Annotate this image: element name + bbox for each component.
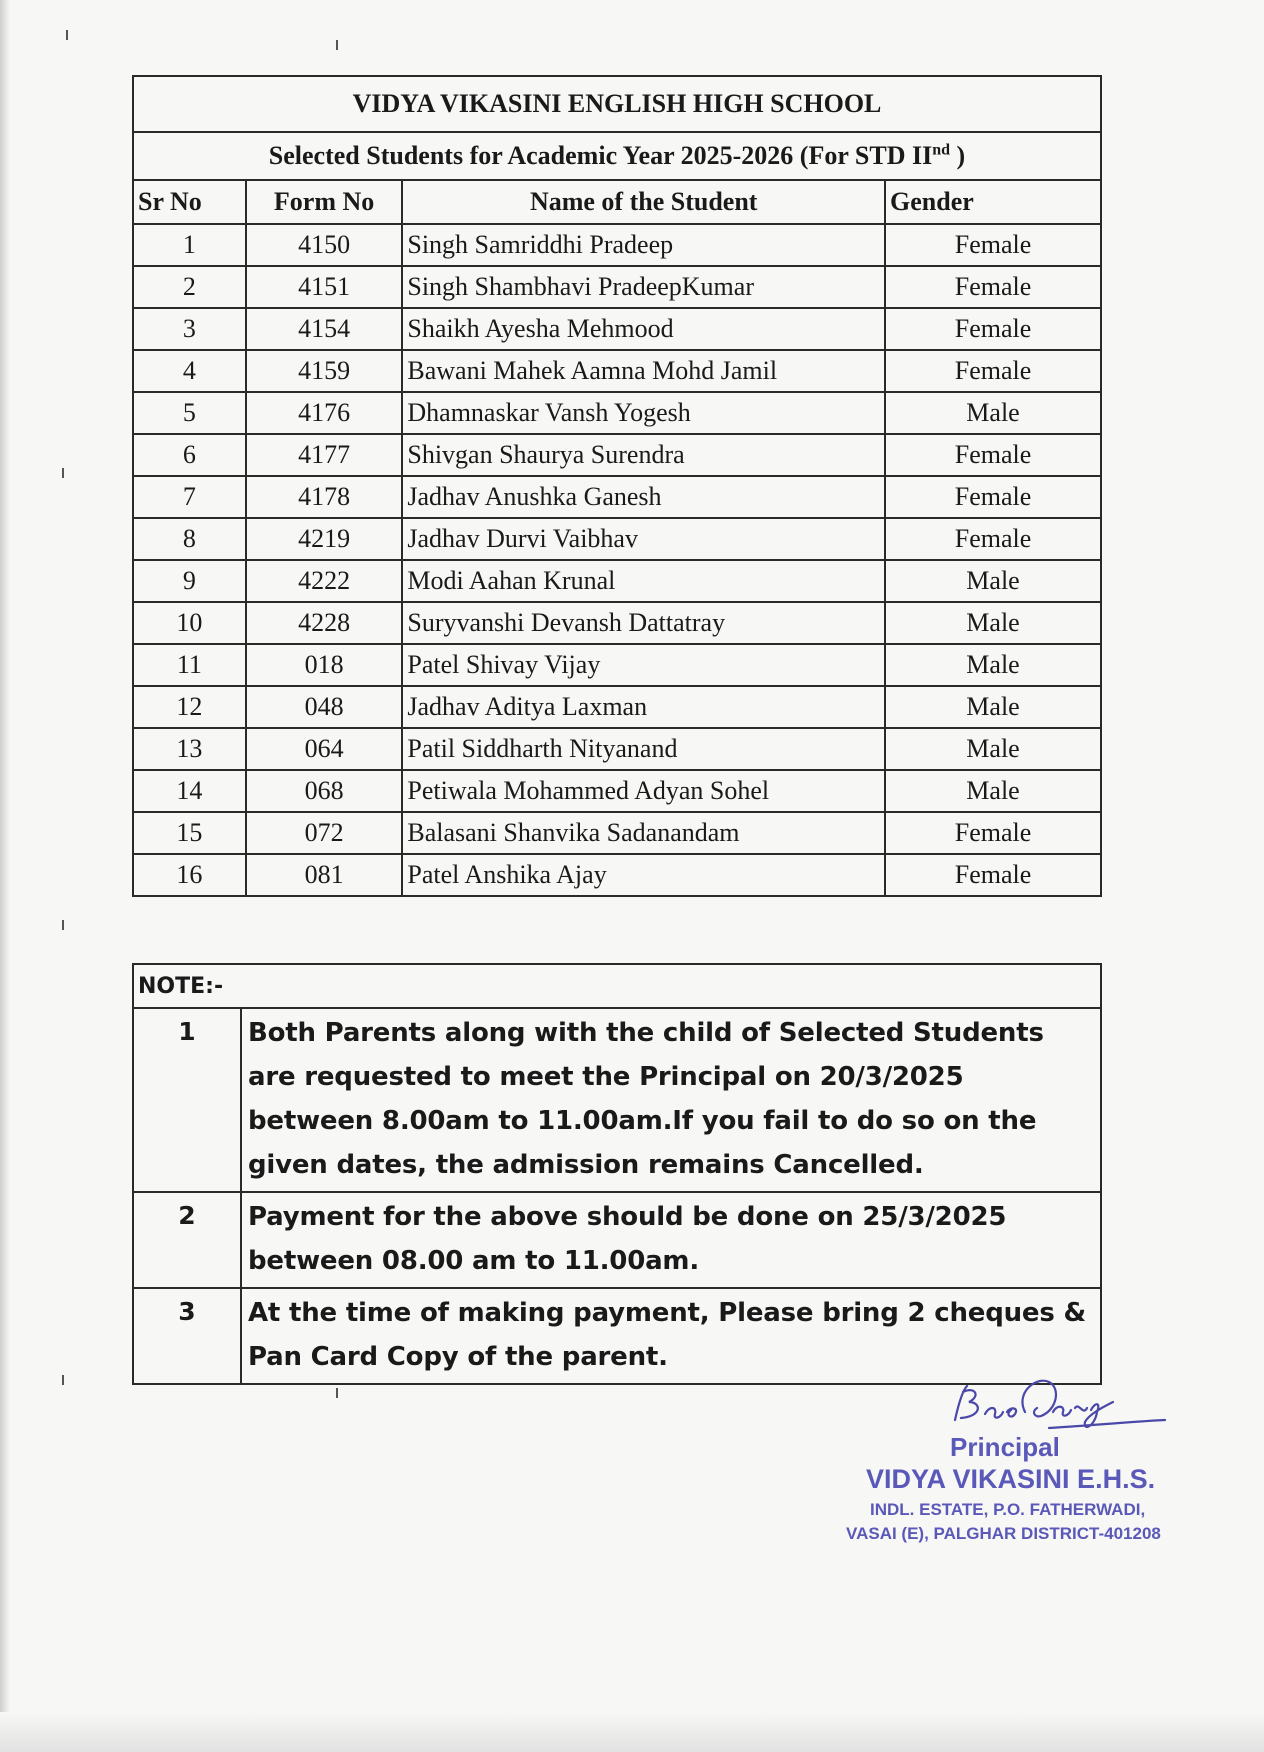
gender-cell: Male — [885, 728, 1101, 770]
form-no-cell: 068 — [246, 770, 403, 812]
note-row — [133, 1008, 1101, 1192]
form-no-cell: 4154 — [246, 308, 403, 350]
gender-cell: Female — [885, 224, 1101, 266]
form-no-cell: 4150 — [246, 224, 403, 266]
form-no-cell: 4219 — [246, 518, 403, 560]
gender-cell: Female — [885, 266, 1101, 308]
form-no-cell: 4159 — [246, 350, 403, 392]
note-text: Payment for the above should be done on 25/3/2025 between 08.00 am to 11.00am. — [241, 1192, 1101, 1288]
column-header-name: Name of the Student — [402, 180, 885, 224]
sr-no-cell: 5 — [133, 392, 246, 434]
sr-no-cell: 4 — [133, 350, 246, 392]
scan-edge-bottom — [0, 1712, 1264, 1752]
list-subtitle — [133, 132, 1101, 180]
scan-edge-left — [0, 0, 10, 1752]
stamp-school-name: VIDYA VIKASINI E.H.S. — [866, 1464, 1156, 1494]
selected-students-table — [132, 75, 1102, 897]
gender-cell: Female — [885, 308, 1101, 350]
form-no-cell: 064 — [246, 728, 403, 770]
form-no-cell: 4151 — [246, 266, 403, 308]
table-row — [133, 518, 1101, 560]
sr-no-cell: 3 — [133, 308, 246, 350]
sr-no-cell: 7 — [133, 476, 246, 518]
signature-stroke — [955, 1381, 1165, 1428]
table-row — [133, 728, 1101, 770]
table-row — [133, 602, 1101, 644]
student-name-cell: Patil Siddharth Nityanand — [402, 728, 885, 770]
sr-no-cell: 12 — [133, 686, 246, 728]
table-row — [133, 476, 1101, 518]
student-name-cell: Singh Samriddhi Pradeep — [402, 224, 885, 266]
table-row — [133, 644, 1101, 686]
student-name-cell: Petiwala Mohammed Adyan Sohel — [402, 770, 885, 812]
school-name: VIDYA VIKASINI ENGLISH HIGH SCHOOL — [133, 76, 1101, 132]
sr-no-cell: 1 — [133, 224, 246, 266]
student-name-cell: Jadhav Aditya Laxman — [402, 686, 885, 728]
student-name-cell: Balasani Shanvika Sadanandam — [402, 812, 885, 854]
stamp-address-line-1: INDL. ESTATE, P.O. FATHERWADI, — [870, 1500, 1146, 1519]
note-number: 1 — [133, 1008, 241, 1192]
scan-speck — [62, 920, 64, 930]
scan-speck — [62, 468, 64, 478]
table-row — [133, 812, 1101, 854]
note-number: 2 — [133, 1192, 241, 1288]
sr-no-cell: 2 — [133, 266, 246, 308]
table-row — [133, 854, 1101, 896]
student-name-cell: Singh Shambhavi PradeepKumar — [402, 266, 885, 308]
table-row — [133, 350, 1101, 392]
student-name-cell: Jadhav Anushka Ganesh — [402, 476, 885, 518]
table-row — [133, 308, 1101, 350]
table-row — [133, 266, 1101, 308]
note-row — [133, 1288, 1101, 1384]
column-header-form-no: Form No — [246, 180, 403, 224]
sr-no-cell: 6 — [133, 434, 246, 476]
form-no-cell: 048 — [246, 686, 403, 728]
gender-cell: Male — [885, 770, 1101, 812]
student-name-cell: Dhamnaskar Vansh Yogesh — [402, 392, 885, 434]
table-row — [133, 224, 1101, 266]
form-no-cell: 072 — [246, 812, 403, 854]
student-name-cell: Shivgan Shaurya Surendra — [402, 434, 885, 476]
student-name-cell: Shaikh Ayesha Mehmood — [402, 308, 885, 350]
subtitle-end: ) — [950, 141, 966, 170]
sr-no-cell: 13 — [133, 728, 246, 770]
sr-no-cell: 11 — [133, 644, 246, 686]
principal-signature-stamp — [840, 1372, 1170, 1552]
notes-table — [132, 963, 1102, 1385]
student-name-cell: Jadhav Durvi Vaibhav — [402, 518, 885, 560]
note-number: 3 — [133, 1288, 241, 1384]
gender-cell: Male — [885, 560, 1101, 602]
scan-speck — [336, 1388, 338, 1398]
table-row — [133, 770, 1101, 812]
student-name-cell: Patel Shivay Vijay — [402, 644, 885, 686]
column-header-gender: Gender — [885, 180, 1101, 224]
gender-cell: Female — [885, 350, 1101, 392]
stamp-address-line-2: VASAI (E), PALGHAR DISTRICT-401208 — [846, 1524, 1161, 1543]
table-row — [133, 686, 1101, 728]
student-name-cell: Bawani Mahek Aamna Mohd Jamil — [402, 350, 885, 392]
form-no-cell: 4177 — [246, 434, 403, 476]
gender-cell: Male — [885, 392, 1101, 434]
student-name-cell: Suryvanshi Devansh Dattatray — [402, 602, 885, 644]
sr-no-cell: 10 — [133, 602, 246, 644]
gender-cell: Female — [885, 854, 1101, 896]
gender-cell: Male — [885, 602, 1101, 644]
form-no-cell: 4228 — [246, 602, 403, 644]
gender-cell: Male — [885, 686, 1101, 728]
table-row — [133, 392, 1101, 434]
subtitle-text: Selected Students for Academic Year 2025-2026 (For STD II — [268, 141, 933, 170]
subtitle-superscript: nd — [932, 141, 951, 159]
scan-speck — [336, 40, 338, 50]
table-row — [133, 434, 1101, 476]
gender-cell: Female — [885, 812, 1101, 854]
notes-heading: NOTE:- — [133, 964, 1101, 1008]
gender-cell: Female — [885, 518, 1101, 560]
sr-no-cell: 8 — [133, 518, 246, 560]
column-header-row — [133, 180, 1101, 224]
column-header-sr-no: Sr No — [133, 180, 246, 224]
form-no-cell: 4178 — [246, 476, 403, 518]
student-name-cell: Patel Anshika Ajay — [402, 854, 885, 896]
sr-no-cell: 16 — [133, 854, 246, 896]
scan-speck — [62, 1375, 64, 1385]
gender-cell: Male — [885, 644, 1101, 686]
note-text: Both Parents along with the child of Selected Students are requested to meet the Principal on 20/3/2025 between 8.00am to 11.00am.If you fail to do so on the given dates, the admission remains Cancelled. — [241, 1008, 1101, 1192]
table-row — [133, 560, 1101, 602]
form-no-cell: 018 — [246, 644, 403, 686]
notes-heading-row — [133, 964, 1101, 1008]
sr-no-cell: 15 — [133, 812, 246, 854]
sr-no-cell: 9 — [133, 560, 246, 602]
form-no-cell: 081 — [246, 854, 403, 896]
school-title-row — [133, 76, 1101, 132]
gender-cell: Female — [885, 476, 1101, 518]
sr-no-cell: 14 — [133, 770, 246, 812]
student-name-cell: Modi Aahan Krunal — [402, 560, 885, 602]
form-no-cell: 4222 — [246, 560, 403, 602]
gender-cell: Female — [885, 434, 1101, 476]
stamp-principal-title: Principal — [950, 1432, 1060, 1462]
form-no-cell: 4176 — [246, 392, 403, 434]
note-row — [133, 1192, 1101, 1288]
note-text: At the time of making payment, Please bring 2 cheques & Pan Card Copy of the parent. — [241, 1288, 1101, 1384]
scan-speck — [66, 30, 68, 40]
subtitle-row — [133, 132, 1101, 180]
